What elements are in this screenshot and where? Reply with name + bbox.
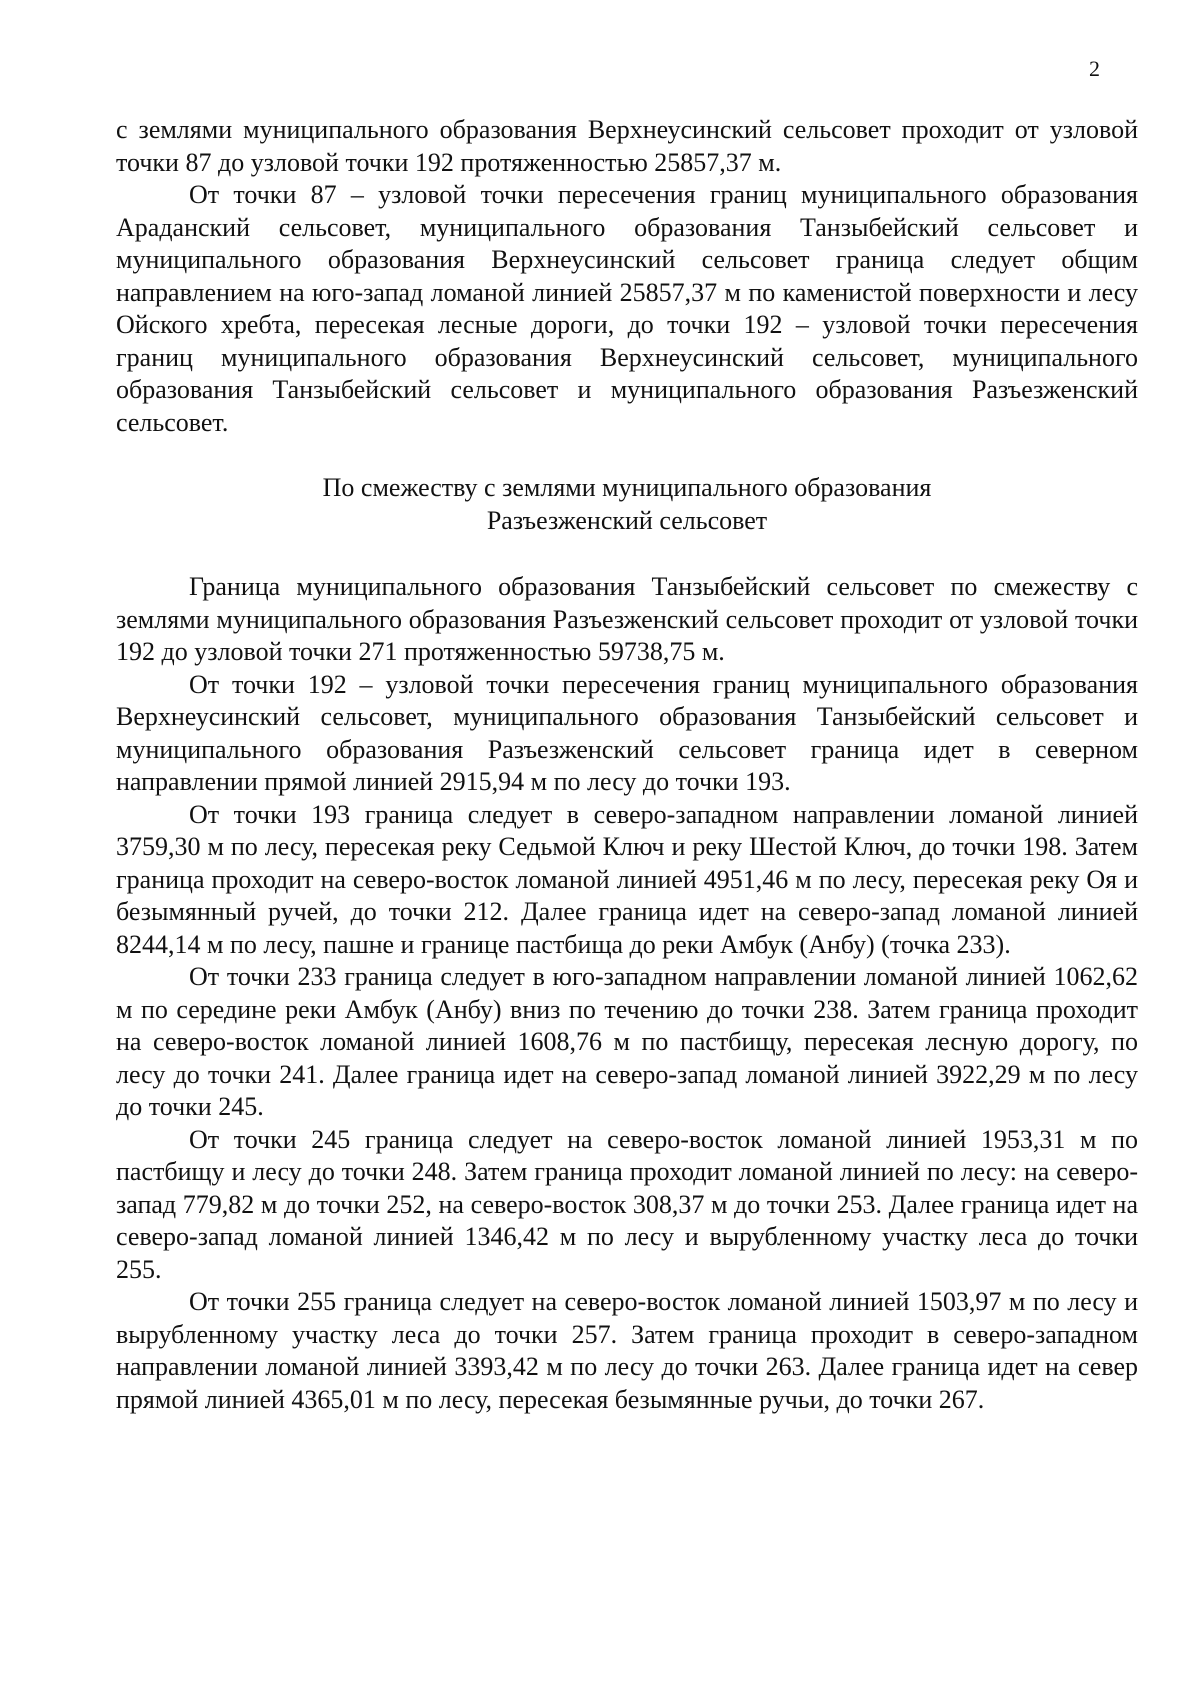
- section-heading: [116, 472, 1138, 537]
- section-heading-line: По смежеству с землями муниципального образования: [322, 473, 932, 502]
- paragraph: От точки 245 граница следует на северо-восток ломаной линией 1953,31 м по пастбищу и лесу до точки 248. Затем граница проходит ломаной линией по лесу: на северо-запад 779,82 м до точки 252, на северо-восток 308,37 м до точки 253. Далее граница идет на северо-запад ломаной линией 1346,42 м по лесу и вырубленному участку леса до точки 255.: [116, 1124, 1138, 1284]
- paragraph: От точки 193 граница следует в северо-западном направлении ломаной линией 3759,30 м по лесу, пересекая реку Седьмой Ключ и реку Шестой Ключ, до точки 198. Затем граница проходит на северо-восток ломаной линией 4951,46 м по лесу, пересекая реку Оя и безымянный ручей, до точки 212. Далее граница идет на северо-запад ломаной линией 8244,14 м по лесу, пашне и границе пастбища до реки Амбук (Анбу) (точка 233).: [116, 799, 1138, 959]
- paragraph: От точки 87 – узловой точки пересечения границ муниципального образования Араданский сельсовет, муниципального образования Танзыбейский сельсовет и муниципального образования Верхнеусинский сельсовет граница следует общим направлением на юго-запад ломаной линией 25857,37 м по каменистой поверхности и лесу Ойского хребта, пересекая лесные дороги, до точки 192 – узловой точки пересечения границ муниципального образования Верхнеусинский сельсовет, муниципального образования Танзыбейский сельсовет и муниципального образования Разъезженский сельсовет.: [116, 180, 1138, 437]
- section-heading-line: Разъезженский сельсовет: [486, 505, 768, 535]
- page-number: 2: [1089, 56, 1100, 81]
- paragraph: с землями муниципального образования Верхнеусинский сельсовет проходит от узловой точки 87 до узловой точки 192 протяженностью 25857,37 м.: [116, 115, 1138, 177]
- paragraph: От точки 255 граница следует на северо-восток ломаной линией 1503,97 м по лесу и вырубленному участку леса до точки 257. Затем граница проходит в северо-западном направлении ломаной линией 3393,42 м по лесу до точки 263. Далее граница идет на север прямой линией 4365,01 м по лесу, пересекая безымянные ручьи, до точки 267.: [116, 1287, 1138, 1414]
- document-body: [116, 114, 1138, 1416]
- paragraph: От точки 192 – узловой точки пересечения границ муниципального образования Верхнеусинский сельсовет, муниципального образования Танзыбейский сельсовет и муниципального образования Разъезженский сельсовет граница идет в северном направлении прямой линией 2915,94 м по лесу до точки 193.: [116, 669, 1138, 796]
- paragraph: От точки 233 граница следует в юго-западном направлении ломаной линией 1062,62 м по середине реки Амбук (Анбу) вниз по течению до точки 238. Затем граница проходит на северо-восток ломаной линией 1608,76 м по пастбищу, пересекая лесную дорогу, по лесу до точки 241. Далее граница идет на северо-запад ломаной линией 3922,29 м по лесу до точки 245.: [116, 962, 1138, 1121]
- paragraph: Граница муниципального образования Танзыбейский сельсовет по смежеству с землями муниципального образования Разъезженский сельсовет проходит от узловой точки 192 до узловой точки 271 протяженностью 59738,75 м.: [116, 572, 1138, 666]
